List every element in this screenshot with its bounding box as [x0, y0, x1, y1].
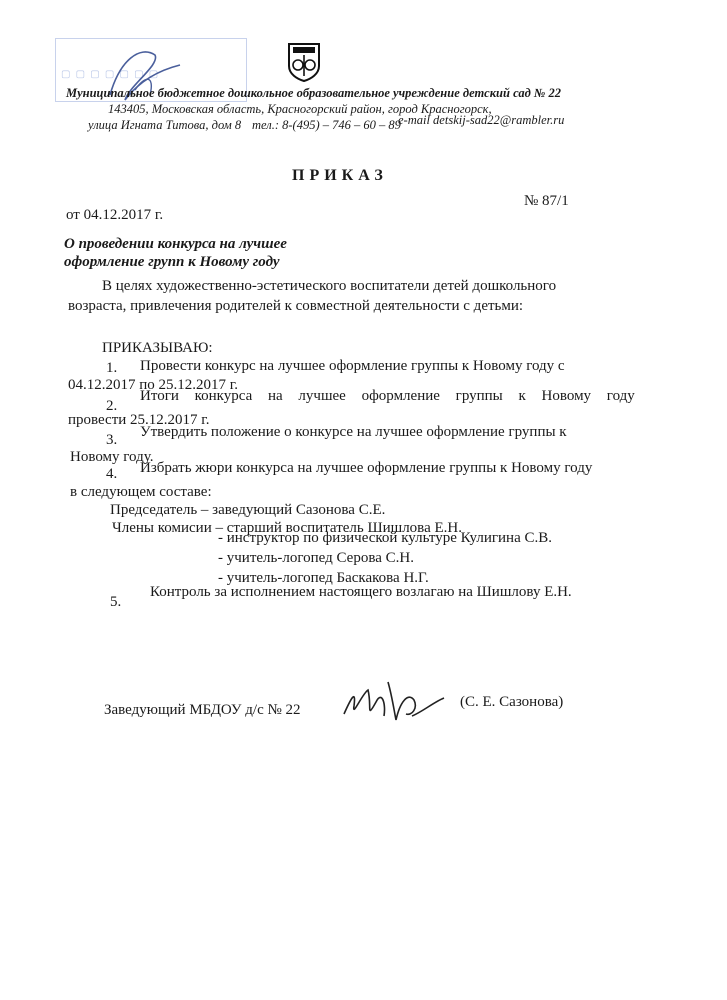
preamble-line2: возраста, привлечения родителей к совместной деятельности с детьми: — [68, 298, 524, 314]
institution-name: Муниципальное бюджетное дошкольное образовательное учреждение детский сад № 22 — [66, 86, 561, 100]
item-text-cont: 04.12.2017 по 25.12.2017 г. — [68, 377, 238, 393]
order-number: № 87/1 — [524, 193, 569, 209]
item-text-cont: в следующем составе: — [70, 484, 212, 500]
item-number: 1. — [106, 360, 118, 376]
item-text: Итоги конкурса на лучшее оформление группы к Новому году — [140, 388, 635, 404]
item-number: 2. — [106, 398, 118, 414]
institution-address: 143405, Московская область, Красногорский район, город Красногорск, — [108, 102, 492, 116]
jury-chair: Председатель – заведующий Сазонова С.Е. — [110, 502, 386, 518]
signatory-position: Заведующий МБДОУ д/с № 22 — [104, 702, 301, 718]
institution-email: e-mail detskij-sad22@rambler.ru — [398, 113, 565, 127]
order-word: ПРИКАЗЫВАЮ: — [102, 340, 213, 356]
item-text: Избрать жюри конкурса на лучшее оформление группы к Новому году — [140, 460, 593, 476]
item-number: 4. — [106, 466, 118, 482]
item-text-cont: провести 25.12.2017 г. — [68, 412, 210, 428]
institution-street: улица Игната Титова, дом 8 — [88, 118, 242, 132]
order-date: от 04.12.2017 г. — [66, 207, 164, 223]
item-number: 3. — [106, 432, 118, 448]
page-title: ПРИКАЗ — [292, 167, 388, 184]
item-number: 5. — [110, 594, 122, 610]
preamble-line1: В целях художественно-эстетического воспитатели детей дошкольного — [102, 278, 557, 294]
jury-member: - инструктор по физической культуре Кулигина С.В. — [218, 530, 552, 546]
signatory-name: (С. Е. Сазонова) — [460, 694, 564, 710]
institution-phone: тел.: 8-(495) – 746 – 60 – 89 — [252, 118, 401, 132]
item-text: Утвердить положение о конкурсе на лучшее оформление группы к — [140, 424, 567, 440]
item-text-cont: Новому году. — [70, 449, 154, 465]
stamp-marking: ▢ ▢ ▢ ▢ ▢ ▢ ▢ — [61, 69, 160, 80]
jury-member: - учитель-логопед Серова С.Н. — [218, 550, 414, 566]
handwritten-signature — [342, 676, 447, 724]
jury-member: - учитель-логопед Баскакова Н.Г. — [218, 570, 429, 586]
jury-members-intro: Члены комисии – старший воспитатель Шишлова Е.Н. — [112, 520, 462, 536]
order-subject-line2: оформление групп к Новому году — [64, 254, 280, 270]
item-text: Провести конкурс на лучшее оформление группы к Новому году с — [140, 358, 565, 374]
city-emblem-icon — [287, 40, 321, 82]
item-text: Контроль за исполнением настоящего возлагаю на Шишлову Е.Н. — [150, 584, 572, 600]
order-subject-line1: О проведении конкурса на лучшее — [64, 236, 287, 252]
